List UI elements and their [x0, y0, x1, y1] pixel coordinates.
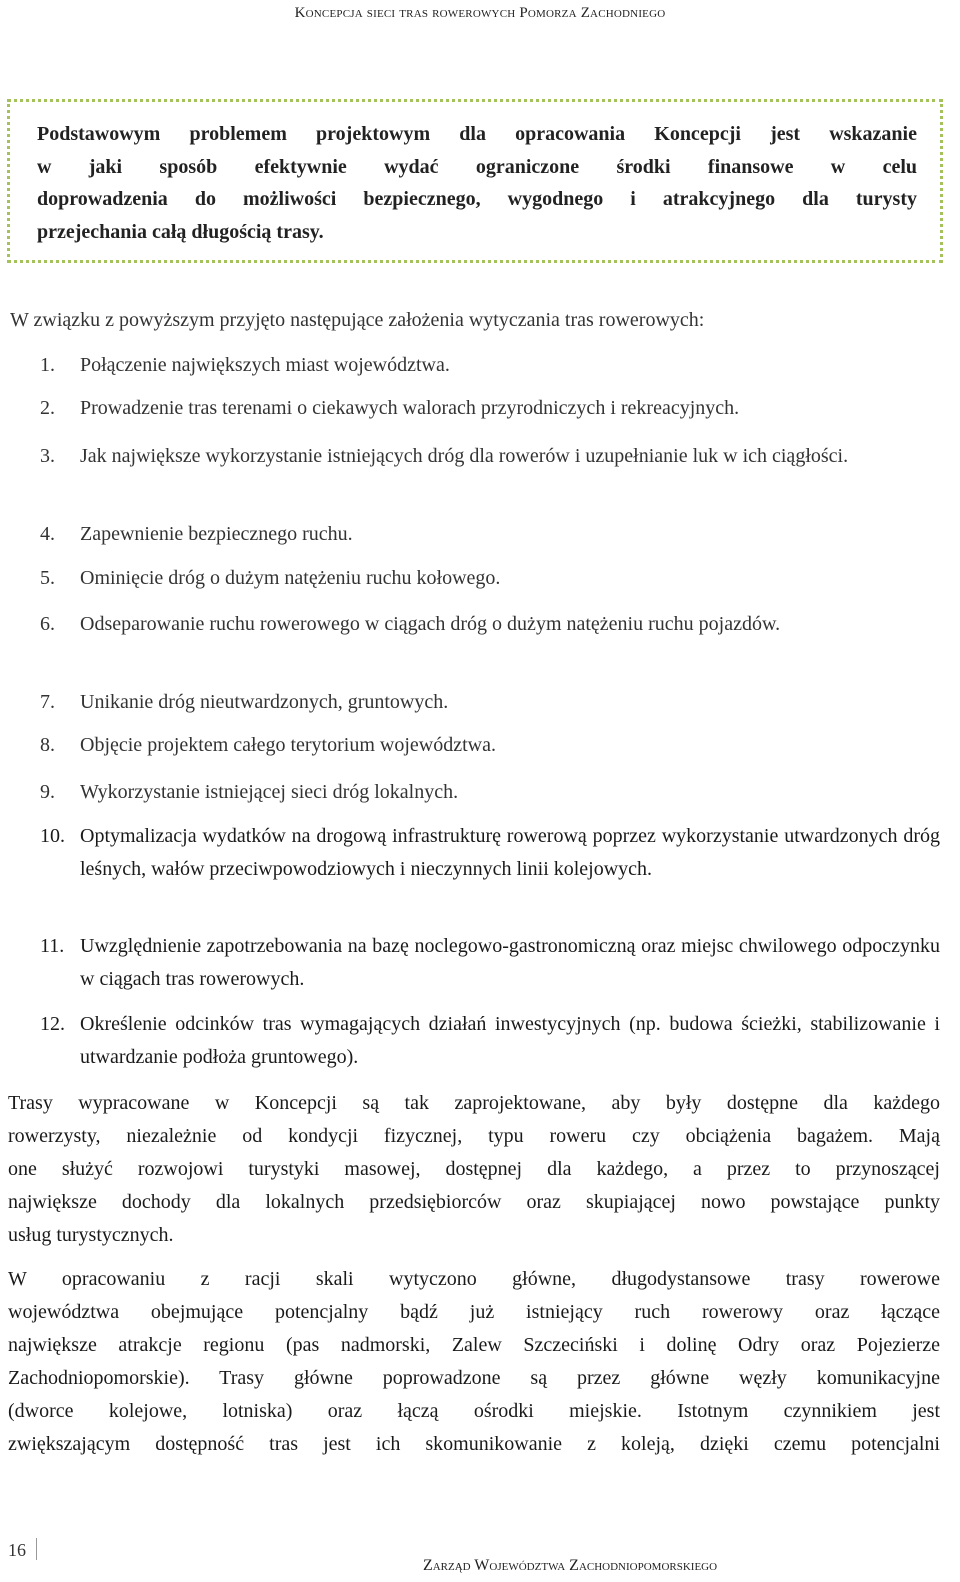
list-number: 9. — [40, 781, 55, 803]
list-text: Uwzględnienie zapotrzebowania na bazę noclegowo-gastronomiczną oraz miejsc chwilowego odpoczynku w ciągach tras rowerowych. — [80, 935, 940, 990]
page-number: 16 — [8, 1540, 26, 1560]
list-text: Zapewnienie bezpiecznego ruchu. — [80, 523, 353, 545]
list-text: Optymalizacja wydatków na drogową infrastrukturę rowerową poprzez wykorzystanie utwardzonych dróg leśnych, wałów przeciwpowodziowych i nieczynnych linii kolejowych. — [80, 825, 940, 880]
highlight-line: Podstawowym problemem projektowym dla opracowania Koncepcji jest wskazanie — [37, 123, 917, 145]
list-text: Określenie odcinków tras wymagających działań inwestycyjnych (np. budowa ścieżki, stabilizowanie i utwardzanie podłoża gruntowego). — [80, 1013, 940, 1068]
highlight-text — [37, 118, 917, 248]
list-number: 6. — [40, 613, 55, 635]
list-text: Objęcie projektem całego terytorium województwa. — [80, 734, 496, 756]
paragraph-line: one służyć rozwojowi turystyki masowej, dostępnej dla każdego, a przez to przynoszącej — [8, 1158, 940, 1180]
highlight-line: przejechania całą długością trasy. — [37, 220, 324, 243]
highlight-box — [7, 99, 943, 263]
highlight-line: doprowadzenia do możliwości bezpiecznego, wygodnego i atrakcyjnego dla turysty — [37, 188, 917, 210]
list-number: 4. — [40, 523, 55, 545]
list-number: 1. — [40, 354, 55, 376]
list-text: Połączenie największych miast województwa. — [80, 354, 450, 376]
list-number: 7. — [40, 691, 55, 713]
list-number: 10. — [40, 825, 65, 847]
list-text: Wykorzystanie istniejącej sieci dróg lokalnych. — [80, 781, 459, 803]
list-text: Jak największe wykorzystanie istniejących dróg dla rowerów i uzupełnianie luk w ich ciągłości. — [80, 445, 849, 467]
paragraph-line: największe dochody dla lokalnych przedsiębiorców oraz skupiającej nowo powstające punkty — [8, 1191, 940, 1213]
paragraph-line: Zachodniopomorskie). Trasy główne poprowadzone są przez główne węzły komunikacyjne — [8, 1367, 940, 1389]
footer-divider — [36, 1538, 37, 1560]
list-number: 2. — [40, 397, 55, 419]
paragraph-line: usług turystycznych. — [8, 1224, 174, 1246]
running-header: Koncepcja sieci tras rowerowych Pomorza Zachodniego — [294, 5, 666, 21]
list-number: 8. — [40, 734, 55, 756]
paragraph-line: największe atrakcje regionu (pas nadmorski, Zalew Szczeciński i dolinę Odry oraz Pojezierze — [8, 1334, 940, 1356]
footer-organization: Zarząd Województwa Zachodniopomorskiego — [422, 1557, 718, 1574]
paragraph-line: zwiększającym dostępność tras jest ich skomunikowanie z koleją, dzięki czemu potencjalni — [8, 1433, 940, 1455]
list-text: Unikanie dróg nieutwardzonych, gruntowych. — [80, 691, 449, 713]
list-text: Odseparowanie ruchu rowerowego w ciągach dróg o dużym natężeniu ruchu pojazdów. — [80, 613, 781, 635]
paragraph-line: Trasy wypracowane w Koncepcji są tak zaprojektowane, aby były dostępne dla każdego — [8, 1092, 940, 1114]
paragraph-line: W opracowaniu z racji skali wytyczono główne, długodystansowe trasy rowerowe — [8, 1268, 940, 1290]
list-number: 3. — [40, 445, 55, 467]
list-number: 12. — [40, 1013, 65, 1035]
list-text: Prowadzenie tras terenami o ciekawych walorach przyrodniczych i rekreacyjnych. — [80, 397, 740, 419]
list-number: 5. — [40, 567, 55, 589]
list-text: Ominięcie dróg o dużym natężeniu ruchu kołowego. — [80, 567, 501, 589]
paragraph-line: rowerzysty, niezależnie od kondycji fizycznej, typu roweru czy obciążenia bagażem. Mają — [8, 1125, 940, 1147]
paragraph-line: (dworce kolejowe, lotniska) oraz łączą ośrodki miejskie. Istotnym czynnikiem jest — [8, 1400, 940, 1422]
list-number: 11. — [40, 935, 65, 957]
highlight-line: w jaki sposób efektywnie wydać ograniczone środki finansowe w celu — [37, 155, 917, 178]
list-intro: W związku z powyższym przyjęto następujące założenia wytyczania tras rowerowych: — [10, 309, 705, 331]
body-paragraph — [8, 1263, 940, 1461]
paragraph-line: województwa obejmujące potencjalny bądź już istniejący ruch rowerowy oraz łączące — [8, 1301, 940, 1323]
body-paragraph — [8, 1087, 940, 1252]
